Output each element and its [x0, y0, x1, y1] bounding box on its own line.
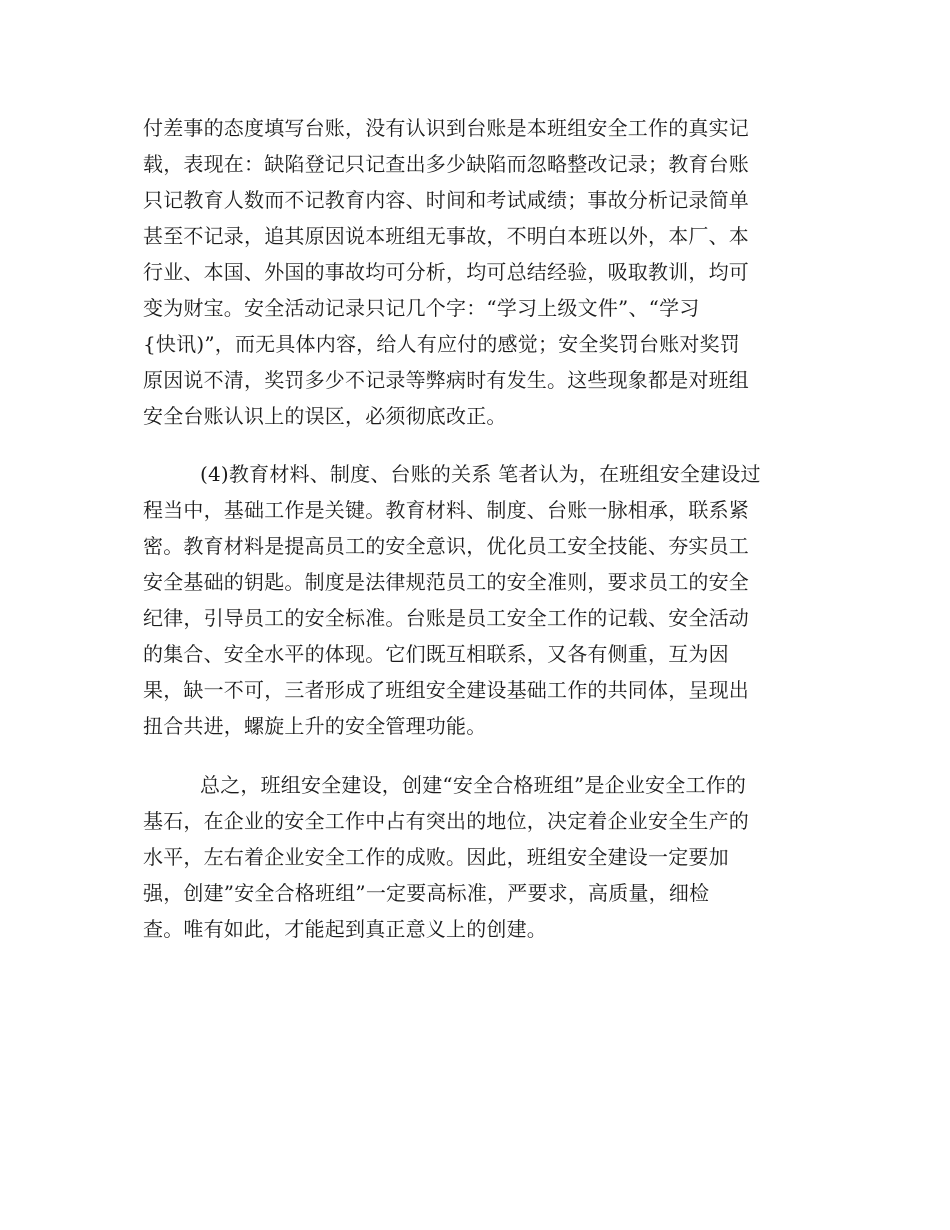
paragraph-3-line-5: 查。唯有如此，才能起到真正意义上的创建。 [143, 917, 547, 941]
paragraph-3-line-3: 水平，左右着企业安全工作的成败。因此，班组安全建设一定要加 [143, 845, 729, 869]
paragraph-1-line-3: 只记教育人数而不记教育内容、时间和考试咸绩；事故分析记录简单 [143, 188, 749, 212]
paragraph-2-line-8: 扭合共进，螺旋上升的安全管理功能。 [143, 714, 487, 738]
paragraph-3-line-4: 强，创建”安全合格班组”一定要高标准，严要求，高质量，细检 [143, 881, 710, 905]
paragraph-2-line-7: 果，缺一不可，三者形成了班组安全建设基础工作的共同体，呈现出 [143, 678, 749, 702]
paragraph-2-line-1: (4)教育材料、制度、台账的关系 笔者认为，在班组安全建设过 [200, 462, 761, 486]
paragraph-1-line-8: 原因说不清，奖罚多少不记录等弊病时有发生。这些现象都是对班组 [143, 368, 749, 392]
paragraph-2-line-3: 密。教育材料是提高员工的安全意识，优化员工安全技能、夯实员工 [143, 534, 749, 558]
paragraph-3-line-1: 总之，班组安全建设，创建“安全合格班组”是企业安全工作的 [200, 773, 747, 797]
paragraph-2-line-5: 纪律，引导员工的安全标准。台账是员工安全工作的记载、安全活动 [143, 606, 749, 630]
paragraph-1-line-2: 载，表现在：缺陷登记只记查出多少缺陷而忽略整改记录；教育台账 [143, 152, 749, 176]
paragraph-1-line-5: 行业、本国、外国的事故均可分析，均可总结经验，吸取教训，均可 [143, 260, 749, 284]
paragraph-3-line-2: 基石，在企业的安全工作中占有突出的地位，决定着企业安全生产的 [143, 809, 749, 833]
paragraph-1-line-9: 安全台账认识上的误区，必须彻底改正。 [143, 404, 507, 428]
paragraph-2-line-2: 程当中，基础工作是关键。教育材料、制度、台账一脉相承，联系紧 [143, 498, 749, 522]
paragraph-2-line-6: 的集合、安全水平的体现。它们既互相联系，又各有侧重，互为因 [143, 642, 729, 666]
paragraph-1-line-6: 变为财宝。安全活动记录只记几个字：“学习上级文件”、“学习 [143, 296, 700, 320]
paragraph-1-line-7: {快讯)”，而无具体内容，给人有应付的感觉；安全奖罚台账对奖罚 [143, 332, 740, 356]
paragraph-1-line-4: 甚至不记录，追其原因说本班组无事故，不明白本班以外，本厂、本 [143, 224, 749, 248]
paragraph-1-line-1: 付差事的态度填写台账，没有认识到台账是本班组安全工作的真实记 [143, 116, 749, 140]
paragraph-2-line-4: 安全基础的钥匙。制度是法律规范员工的安全准则，要求员工的安全 [143, 570, 749, 594]
